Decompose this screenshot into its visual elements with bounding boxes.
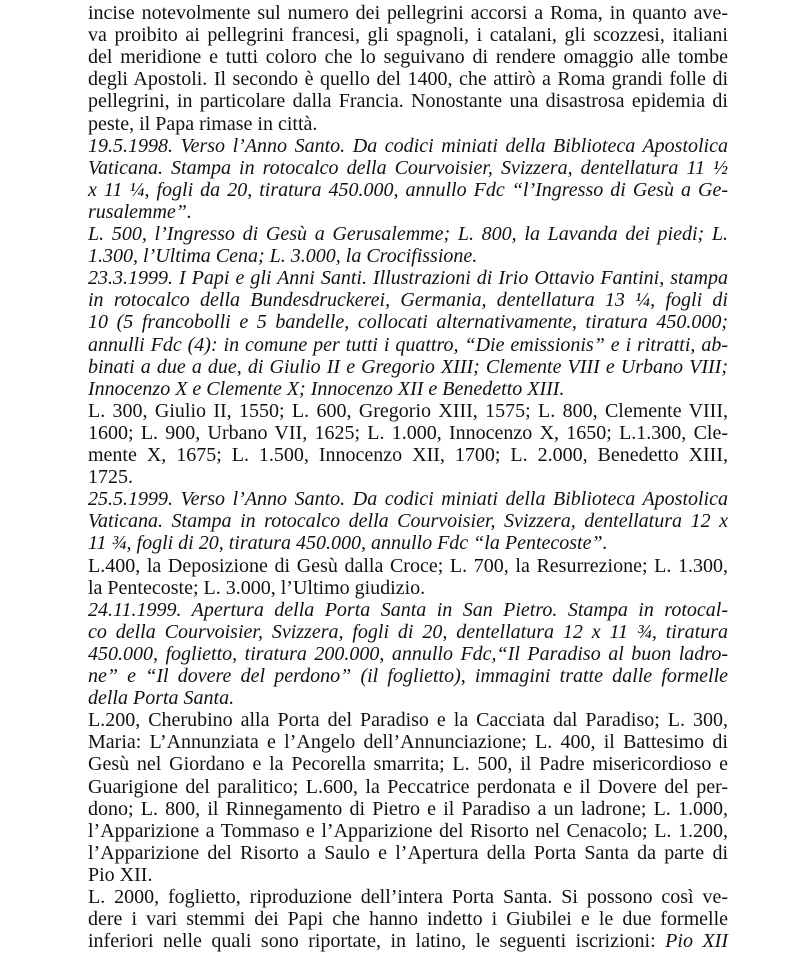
text-line-content: L. 500, l’Ingresso di Gesù a Gerusalemme; L. 800, la Lavanda dei piedi; L. — [88, 223, 728, 245]
text-line — [88, 510, 728, 533]
text-line — [88, 289, 728, 312]
text-line-content: 11 ¾, fogli di 20, tiratura 450.000, annullo Fdc “la Pentecoste”. — [88, 532, 608, 555]
text-line — [88, 776, 728, 799]
text-line-content: del meridione e tutti coloro che lo seguivano di rendere omaggio alle tombe — [88, 46, 728, 69]
text-line — [88, 68, 728, 91]
text-line — [88, 267, 728, 290]
text-line — [88, 820, 728, 843]
text-line — [88, 665, 728, 688]
text-line — [88, 886, 728, 909]
text-line-content: 23.3.1999. I Papi e gli Anni Santi. Illustrazioni di Irio Ottavio Fantini, stampa — [88, 267, 728, 290]
text-line — [88, 113, 728, 136]
text-line-content: 1600; L. 900, Urbano VII, 1625; L. 1.000, Innocenzo X, 1650; L.1.300, Cle- — [88, 421, 728, 444]
text-line-content: co della Courvoisier, Svizzera, fogli di 20, dentellatura 12 x 11 ¾, tiratura — [88, 620, 728, 643]
text-line — [88, 378, 728, 401]
text-line — [88, 46, 728, 69]
text-line — [88, 864, 728, 887]
text-line-content: rusalemme”. — [88, 200, 192, 223]
text-line-content: 19.5.1998. Verso l’Anno Santo. Da codici miniati della Biblioteca Apostolica — [88, 134, 728, 157]
text-line — [88, 577, 728, 600]
text-line — [88, 621, 728, 644]
text-line-content: peste, il Papa rimase in città. — [88, 112, 318, 135]
text-line-content: va proibito ai pellegrini francesi, gli spagnoli, i catalani, gli scozzesi, italiani — [88, 24, 728, 47]
text-line-content: la Pentecoste; L. 3.000, l’Ultimo giudizio. — [88, 576, 426, 599]
text-line-content: ne” e “Il dovere del perdono” (il foglietto), immagini tratte dalle formelle — [88, 665, 728, 687]
text-line — [88, 643, 728, 666]
text-line-content: 24.11.1999. Apertura della Porta Santa in San Pietro. Stampa in rotocal- — [88, 598, 728, 621]
text-line-content: degli Apostoli. Il secondo è quello del 1400, che attirò a Roma grandi folle di — [88, 68, 728, 91]
text-line-content: binati a due a due, di Giulio II e Gregorio XIII; Clemente VIII e Urbano VIII; — [88, 355, 728, 378]
text-line — [88, 908, 728, 931]
text-line-content: L. 2000, foglietto, riproduzione dell’intera Porta Santa. Si possono così ve- — [88, 886, 728, 908]
text-line-content: 1725. — [88, 466, 133, 489]
text-line — [88, 466, 728, 489]
text-line — [88, 201, 728, 224]
text-line-content: Vaticana. Stampa in rotocalco della Courvoisier, Svizzera, dentellatura 12 x — [88, 510, 728, 533]
text-line-content: 1.300, l’Ultima Cena; L. 3.000, la Crocifissione. — [88, 245, 478, 268]
text-line — [88, 532, 728, 555]
text-line — [88, 798, 728, 821]
text-line — [88, 157, 728, 180]
text-line — [88, 599, 728, 622]
text-line — [88, 334, 728, 357]
text-line — [88, 245, 728, 268]
text-line — [88, 179, 728, 202]
text-line-content: Pio XII. — [88, 863, 153, 886]
text-line-content: x 11 ¼, fogli da 20, tiratura 450.000, annullo Fdc “l’Ingresso di Gesù a Ge- — [88, 178, 728, 201]
text-line-content: Guarigione del paralitico; L.600, la Peccatrice perdonata e il Dovere del per- — [88, 775, 728, 798]
text-line — [88, 731, 728, 754]
text-line — [88, 422, 728, 445]
text-line — [88, 488, 728, 511]
text-line — [88, 709, 728, 732]
text-line-content: annulli Fdc (4): in comune per tutti i quattro, “Die emissionis” e i ritratti, ab- — [88, 333, 728, 356]
text-line-content: mente X, 1675; L. 1.500, Innocenzo XII, 1700; L. 2.000, Benedetto XIII, — [88, 444, 728, 466]
text-line-content: incise notevolmente sul numero dei pellegrini accorsi a Roma, in quanto ave- — [88, 2, 728, 24]
text-line-content: 25.5.1999. Verso l’Anno Santo. Da codici miniati della Biblioteca Apostolica — [88, 488, 728, 511]
text-line-content: L.200, Cherubino alla Porta del Paradiso e la Cacciata dal Paradiso; L. 300, — [88, 709, 728, 732]
text-line-content: Maria: L’Annunziata e l’Angelo dell’Annunciazione; L. 400, il Battesimo di — [88, 731, 728, 754]
text-line-content: dono; L. 800, il Rinnegamento di Pietro e il Paradiso a un ladrone; L. 1.000, — [88, 797, 728, 820]
text-line — [88, 930, 728, 953]
text-line-content: in rotocalco della Bundesdruckerei, Germania, dentellatura 13 ¼, fogli di — [88, 289, 728, 312]
text-line-italic-fragment: Pio XII — [665, 930, 728, 953]
text-line — [88, 2, 728, 25]
text-line-content: inferiori nelle quali sono riportate, in latino, le seguenti iscrizioni: — [88, 930, 666, 953]
text-line-content: Vaticana. Stampa in rotocalco della Courvoisier, Svizzera, dentellatura 11 ½ — [88, 156, 728, 179]
text-line-content: Gesù nel Giordano e la Pecorella smarrita; L. 500, il Padre misericordioso e — [88, 753, 728, 776]
text-line — [88, 687, 728, 710]
text-line — [88, 356, 728, 379]
text-line — [88, 223, 728, 246]
text-line — [88, 135, 728, 158]
text-line-content: della Porta Santa. — [88, 687, 235, 710]
text-line-content: 10 (5 francobolli e 5 bandelle, collocati alternativamente, tiratura 450.000; — [88, 311, 728, 334]
text-line — [88, 555, 728, 578]
text-line-content: pellegrini, in particolare dalla Francia. Nonostante una disastrosa epidemia di — [88, 90, 728, 113]
text-line-content: l’Apparizione del Risorto a Saulo e l’Apertura della Porta Santa da parte di — [88, 841, 728, 864]
text-line-content: dere i vari stemmi dei Papi che hanno indetto i Giubilei e le due formelle — [88, 908, 728, 931]
text-line — [88, 90, 728, 113]
text-line-content: Innocenzo X e Clemente X; Innocenzo XII e Benedetto XIII. — [88, 377, 565, 400]
text-line — [88, 444, 728, 467]
text-line-content: L.400, la Deposizione di Gesù dalla Croce; L. 700, la Resurrezione; L. 1.300, — [88, 554, 728, 577]
text-line — [88, 842, 728, 865]
text-line-content: l’Apparizione a Tommaso e l’Apparizione del Risorto nel Cenacolo; L. 1.200, — [88, 819, 728, 842]
text-line — [88, 24, 728, 47]
text-line-content: L. 300, Giulio II, 1550; L. 600, Gregorio XIII, 1575; L. 800, Clemente VIII, — [88, 399, 728, 422]
text-line — [88, 753, 728, 776]
text-line — [88, 400, 728, 423]
text-line — [88, 311, 728, 334]
text-line-content: 450.000, foglietto, tiratura 200.000, annullo Fdc,“Il Paradiso al buon ladro- — [88, 642, 728, 665]
